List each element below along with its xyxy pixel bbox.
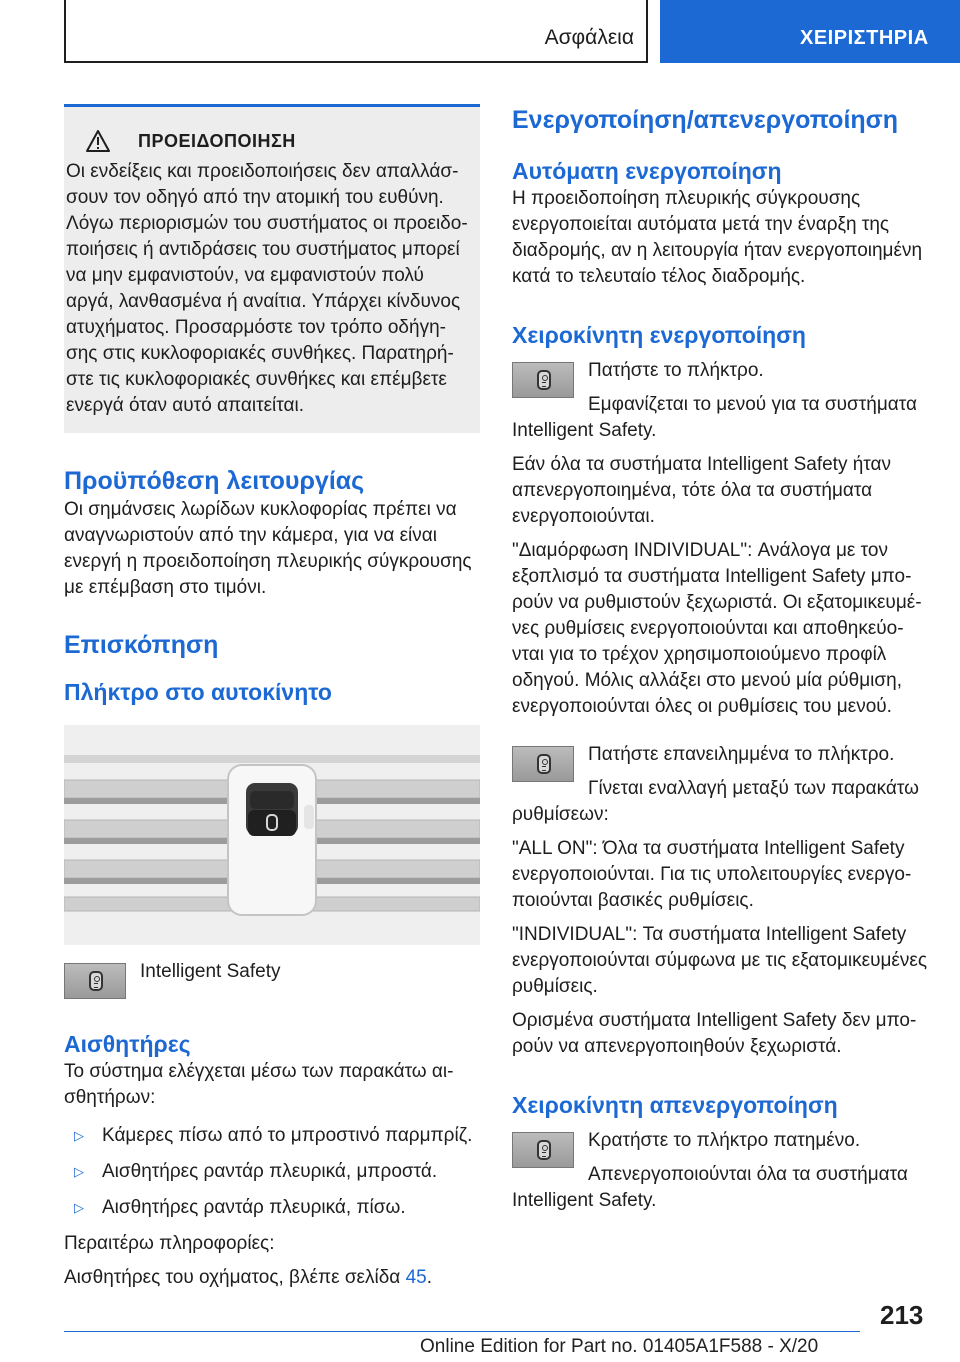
manual-activation-heading: Χειροκίνητη ενεργοποίηση (512, 322, 806, 348)
intelligent-safety-button-icon (512, 362, 574, 398)
bullet-triangle-icon: ▷ (74, 1164, 84, 1179)
manual-deactivation-heading: Χειροκίνητη απενεργοποίηση (512, 1092, 838, 1118)
list-item: ▷ Αισθητήρες ραντάρ πλευρικά, μπροστά. (64, 1159, 480, 1185)
button-heading: Πλήκτρο στο αυτοκίνητο (64, 679, 332, 705)
some-systems-text: Ορισμένα συστήματα Intelligent Safety δεν μπορούν να απενεργοποιηθούν ξεχωριστά. (512, 1010, 917, 1057)
header-section-title: Ασφάλεια (544, 26, 634, 49)
press-repeat-row (512, 742, 928, 768)
all-on-text: "ALL ON": Όλα τα συστήματα Intelligent Safety ενεργοποιούνται. Για τις υπολειτουργίες ενεργοποιούνται βασικές ρυθμίσεις. (512, 838, 912, 911)
hold-button-text: Κρατήστε το πλήκτρο πατημένο. (588, 1130, 861, 1151)
prereq-heading: Προϋπόθεση λειτουργίας (64, 467, 365, 495)
left-column (64, 104, 480, 1299)
header-chapter-title: ΧΕΙΡΙΣΤΗΡΙΑ (800, 27, 929, 49)
deactivation-text: Απενεργοποιούνται όλα τα συστήματα Intelligent Safety. (512, 1164, 908, 1211)
warning-title: ΠΡΟΕΙΔΟΠΟΙΗΣΗ (138, 130, 296, 151)
press-button-row (512, 358, 928, 384)
toggle-text: Γίνεται εναλλαγή μεταξύ των παρακάτω ρυθμίσεων: (512, 778, 919, 825)
intelligent-safety-button-icon (64, 963, 126, 999)
intelligent-safety-button-icon (512, 746, 574, 782)
all-off-text: Εάν όλα τα συστήματα Intelligent Safety ήταν απενεργοποιημένα, τότε όλα τα συστήματα ενεργοποιούνται. (512, 454, 892, 527)
intelligent-safety-row (64, 959, 480, 985)
auto-activation-text: Η προειδοποίηση πλευρικής σύγκρουσης ενεργοποιείται αυτόματα μετά την έναρξη της διαδρομής, αν η λειτουργία ήταν ενεργοποιημένη κατά το τελευταίο τέλος διαδρομής. (512, 188, 923, 287)
press-button-text: Πατήστε το πλήκτρο. (588, 360, 764, 381)
footer-divider (64, 1331, 860, 1332)
right-column (512, 104, 928, 1222)
page-number: 213 (880, 1300, 924, 1330)
header-section-box (64, 0, 648, 63)
more-info-reference: Αισθητήρες του οχήματος, βλέπε σελίδα 45. (64, 1267, 432, 1288)
menu-text: Εμφανίζεται το μενού για τα συστήματα Intelligent Safety. (512, 394, 918, 441)
activation-heading: Ενεργοποίηση/απενεργοποίηση (512, 106, 899, 134)
intelligent-safety-label: Intelligent Safety (140, 961, 281, 982)
warning-text: Οι ενδείξεις και προειδοποιήσεις δεν απαλλάσσουν τον οδηγό από την ατομική του ευθύνη. Λόγω περιορισμών του συστήματος οι προειδοποιήσεις ή αντιδράσεις του συστήματος μπορεί να μην εμφανιστούν, να εμφανιστούν πολύ αργά, λανθασμένα ή αναίτια. Υπάρχει κίνδυνος ατυχήματος. Προσαρμόστε τον τρόπο οδήγησης στις κυκλοφοριακές συνθήκες. Παρατηρήστε τις κυκλοφοριακές συνθήκες και επέμβετε ενεργά όταν αυτό απαιτείται. (66, 161, 468, 416)
warning-triangle-icon (86, 129, 110, 153)
overview-heading: Επισκόπηση (64, 631, 219, 659)
sensors-heading: Αισθητήρες (64, 1031, 191, 1057)
sensors-intro: Το σύστημα ελέγχεται μέσω των παρακάτω αισθητήρων: (64, 1061, 454, 1108)
auto-activation-heading: Αυτόματη ενεργοποίηση (512, 158, 782, 184)
bullet-triangle-icon: ▷ (74, 1128, 84, 1143)
prereq-text: Οι σημάνσεις λωρίδων κυκλοφορίας πρέπει να αναγνωριστούν από την κάμερα, για να είναι ενεργή η προειδοποίηση πλευρικής σύγκρουσης με επέμβαση στο τιμόνι. (64, 499, 472, 598)
intelligent-safety-button-icon (512, 1132, 574, 1168)
bullet-triangle-icon: ▷ (74, 1200, 84, 1215)
press-repeat-text: Πατήστε επανειλημμένα το πλήκτρο. (588, 744, 895, 765)
warning-box (64, 104, 480, 433)
dashboard-button-photo (64, 725, 480, 945)
list-item: ▷ Αισθητήρες ραντάρ πλευρικά, πίσω. (64, 1195, 480, 1221)
hold-button-row (512, 1128, 928, 1154)
list-item: ▷ Κάμερες πίσω από το μπροστινό παρμπρίζ. (64, 1123, 480, 1149)
footer-edition: Online Edition for Part no. 01405A1F588 - X/20 (420, 1336, 819, 1357)
individual-config-text: "Διαμόρφωση INDIVIDUAL": Ανάλογα με τον εξοπλισμό τα συστήματα Intelligent Safety μπορούν να ρυθμιστούν ξεχωριστά. Οι εξατομικευμένες ρυθμίσεις ενεργοποιούνται και αποθηκεύονται για το τρέχον χρησιμοποιούμενο προφίλ οδηγού. Μόλις αλλάξει στο μενού μία ρύθμιση, ενεργοποιούνται όλες οι ρυθμίσεις του μενού. (512, 540, 922, 717)
header-chapter-tab (660, 0, 960, 63)
more-info-label: Περαιτέρω πληροφορίες: (64, 1233, 275, 1254)
individual-text: "INDIVIDUAL": Τα συστήματα Intelligent Safety ενεργοποιούνται σύμφωνα με τις εξατομικευμένες ρυθμίσεις. (512, 924, 928, 997)
page-reference-link[interactable]: 45 (405, 1267, 427, 1288)
